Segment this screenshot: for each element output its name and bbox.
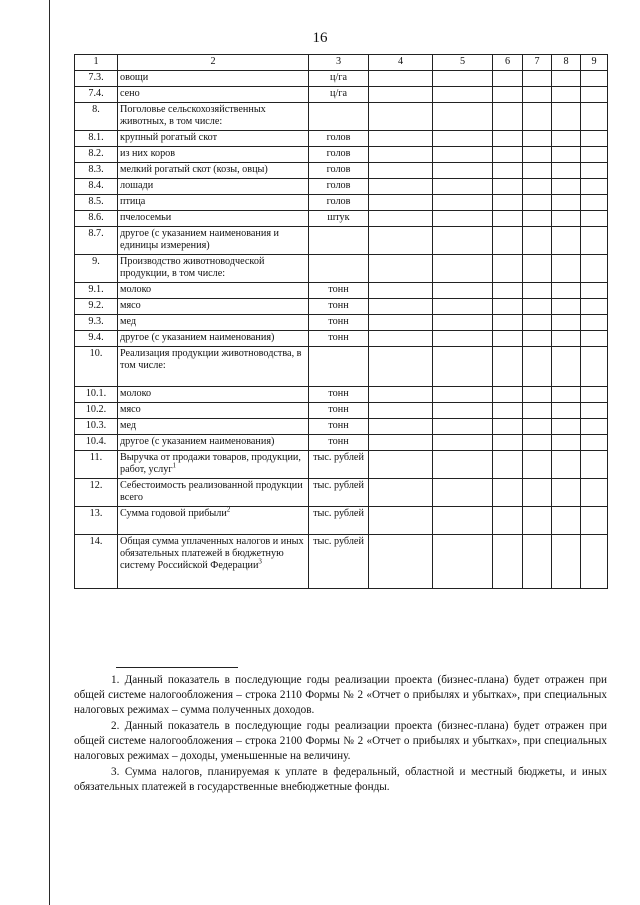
value-cell-col-5: [433, 403, 493, 419]
value-cell-col-8: [552, 163, 581, 179]
value-cell-col-9: [581, 419, 608, 435]
value-cell-col-4: [369, 179, 433, 195]
value-cell-col-5: [433, 451, 493, 479]
indicator-name-cell: [118, 507, 309, 535]
unit-cell: голов: [309, 163, 369, 179]
value-cell-col-8: [552, 331, 581, 347]
value-cell-col-5: [433, 435, 493, 451]
table-row: [75, 179, 608, 195]
table-row: [75, 87, 608, 103]
value-cell-col-9: [581, 299, 608, 315]
value-cell-col-6: [493, 195, 523, 211]
indicator-name-cell: [118, 403, 309, 419]
value-cell-col-8: [552, 299, 581, 315]
value-cell-col-5: [433, 299, 493, 315]
value-cell-col-6: [493, 255, 523, 283]
value-cell-col-9: [581, 507, 608, 535]
row-number-cell: 12.: [75, 479, 118, 507]
value-cell-col-4: [369, 451, 433, 479]
value-cell-col-8: [552, 535, 581, 589]
value-cell-col-9: [581, 535, 608, 589]
indicators-table: [74, 54, 608, 589]
value-cell-col-4: [369, 227, 433, 255]
value-cell-col-8: [552, 179, 581, 195]
indicator-name: Сумма годовой прибыли: [120, 508, 227, 519]
row-number-cell: 7.3.: [75, 71, 118, 87]
value-cell-col-6: [493, 315, 523, 331]
value-cell-col-5: [433, 315, 493, 331]
unit-cell: штук: [309, 211, 369, 227]
value-cell-col-8: [552, 211, 581, 227]
indicator-name: птица: [120, 196, 146, 207]
value-cell-col-9: [581, 179, 608, 195]
row-number-cell: 9.2.: [75, 299, 118, 315]
value-cell-col-5: [433, 387, 493, 403]
row-number-cell: 13.: [75, 507, 118, 535]
value-cell-col-8: [552, 195, 581, 211]
value-cell-col-5: [433, 283, 493, 299]
row-number-cell: 10.1.: [75, 387, 118, 403]
header-cell: 5: [433, 55, 493, 71]
value-cell-col-7: [523, 403, 552, 419]
value-cell-col-7: [523, 419, 552, 435]
unit-cell: голов: [309, 195, 369, 211]
value-cell-col-9: [581, 255, 608, 283]
value-cell-col-6: [493, 227, 523, 255]
value-cell-col-4: [369, 71, 433, 87]
value-cell-col-7: [523, 507, 552, 535]
value-cell-col-6: [493, 451, 523, 479]
value-cell-col-5: [433, 211, 493, 227]
value-cell-col-5: [433, 179, 493, 195]
value-cell-col-4: [369, 507, 433, 535]
value-cell-col-4: [369, 419, 433, 435]
indicator-name: Себестоимость реализованной продукции всего: [120, 480, 303, 503]
unit-cell: ц/га: [309, 71, 369, 87]
value-cell-col-8: [552, 103, 581, 131]
value-cell-col-9: [581, 227, 608, 255]
value-cell-col-9: [581, 211, 608, 227]
indicator-name: Поголовье сельскохозяйственных животных, в том числе:: [120, 104, 266, 127]
indicator-name-cell: [118, 451, 309, 479]
value-cell-col-4: [369, 331, 433, 347]
value-cell-col-9: [581, 331, 608, 347]
table-row: [75, 387, 608, 403]
value-cell-col-9: [581, 479, 608, 507]
table-row: [75, 435, 608, 451]
unit-cell: голов: [309, 131, 369, 147]
value-cell-col-9: [581, 103, 608, 131]
value-cell-col-7: [523, 451, 552, 479]
unit-cell: тонн: [309, 315, 369, 331]
value-cell-col-8: [552, 227, 581, 255]
value-cell-col-5: [433, 419, 493, 435]
value-cell-col-6: [493, 435, 523, 451]
unit-cell: тонн: [309, 419, 369, 435]
table-row: [75, 147, 608, 163]
indicator-name: Общая сумма уплаченных налогов и иных обязательных платежей в бюджетную систему Российской Федерации: [120, 536, 304, 571]
value-cell-col-5: [433, 255, 493, 283]
indicator-name-cell: [118, 299, 309, 315]
table-row: [75, 331, 608, 347]
value-cell-col-4: [369, 435, 433, 451]
table-row: [75, 103, 608, 131]
table-row: [75, 479, 608, 507]
unit-cell: тонн: [309, 435, 369, 451]
value-cell-col-4: [369, 255, 433, 283]
row-number-cell: 7.4.: [75, 87, 118, 103]
indicator-name-cell: [118, 387, 309, 403]
value-cell-col-5: [433, 163, 493, 179]
unit-cell: голов: [309, 179, 369, 195]
table-row: [75, 507, 608, 535]
table-row: [75, 255, 608, 283]
indicator-name-cell: [118, 227, 309, 255]
value-cell-col-7: [523, 535, 552, 589]
indicator-name-cell: [118, 211, 309, 227]
indicator-name: Реализация продукции животноводства, в том числе:: [120, 348, 302, 371]
indicator-name-cell: [118, 71, 309, 87]
value-cell-col-4: [369, 403, 433, 419]
header-cell: 7: [523, 55, 552, 71]
row-number-cell: 14.: [75, 535, 118, 589]
value-cell-col-7: [523, 147, 552, 163]
value-cell-col-6: [493, 163, 523, 179]
footnote-separator: [116, 667, 238, 668]
page-number: 16: [312, 30, 328, 46]
row-number-cell: 11.: [75, 451, 118, 479]
unit-cell: тонн: [309, 387, 369, 403]
value-cell-col-7: [523, 435, 552, 451]
value-cell-col-5: [433, 227, 493, 255]
indicator-name: лошади: [120, 180, 154, 191]
indicator-name: другое (с указанием наименования): [120, 332, 275, 343]
table-body: [75, 71, 608, 589]
value-cell-col-9: [581, 87, 608, 103]
value-cell-col-7: [523, 255, 552, 283]
value-cell-col-4: [369, 147, 433, 163]
value-cell-col-4: [369, 195, 433, 211]
table-row: [75, 403, 608, 419]
value-cell-col-8: [552, 435, 581, 451]
unit-cell: тонн: [309, 403, 369, 419]
indicator-name-cell: [118, 283, 309, 299]
value-cell-col-7: [523, 179, 552, 195]
header-cell: 3: [309, 55, 369, 71]
value-cell-col-4: [369, 211, 433, 227]
value-cell-col-9: [581, 163, 608, 179]
footnote-3: 3. Сумма налогов, планируемая к уплате в федеральный, областной и местный бюджеты, и иных обязательных платежей в государственные внебюджетные фонды.: [74, 766, 607, 793]
indicator-name-cell: [118, 479, 309, 507]
value-cell-col-4: [369, 387, 433, 403]
value-cell-col-5: [433, 535, 493, 589]
indicator-name-cell: [118, 87, 309, 103]
value-cell-col-6: [493, 347, 523, 387]
value-cell-col-5: [433, 347, 493, 387]
value-cell-col-9: [581, 131, 608, 147]
unit-cell: тыс. рублей: [309, 507, 369, 535]
row-number-cell: 8.1.: [75, 131, 118, 147]
value-cell-col-8: [552, 419, 581, 435]
table-row: [75, 283, 608, 299]
value-cell-col-7: [523, 163, 552, 179]
row-number-cell: 8.: [75, 103, 118, 131]
table-row: [75, 535, 608, 589]
value-cell-col-6: [493, 535, 523, 589]
indicator-name: другое (с указанием наименования): [120, 436, 275, 447]
value-cell-col-5: [433, 479, 493, 507]
value-cell-col-7: [523, 479, 552, 507]
indicator-name: пчелосемьи: [120, 212, 172, 223]
header-cell: 4: [369, 55, 433, 71]
table-row: [75, 227, 608, 255]
row-number-cell: 8.2.: [75, 147, 118, 163]
footnotes: [74, 673, 607, 796]
indicator-name: мясо: [120, 300, 141, 311]
indicator-name: мелкий рогатый скот (козы, овцы): [120, 164, 268, 175]
header-cell: 2: [118, 55, 309, 71]
value-cell-col-4: [369, 315, 433, 331]
value-cell-col-5: [433, 331, 493, 347]
table-header-row: [75, 55, 608, 71]
indicator-name: мед: [120, 316, 137, 327]
unit-cell: [309, 255, 369, 283]
value-cell-col-9: [581, 347, 608, 387]
value-cell-col-8: [552, 451, 581, 479]
row-number-cell: 9.3.: [75, 315, 118, 331]
footnote-reference: 1: [172, 461, 177, 470]
table-row: [75, 71, 608, 87]
value-cell-col-6: [493, 331, 523, 347]
value-cell-col-5: [433, 147, 493, 163]
value-cell-col-9: [581, 403, 608, 419]
unit-cell: тыс. рублей: [309, 451, 369, 479]
unit-cell: [309, 227, 369, 255]
value-cell-col-7: [523, 283, 552, 299]
value-cell-col-6: [493, 87, 523, 103]
value-cell-col-6: [493, 403, 523, 419]
indicator-name: молоко: [120, 388, 152, 399]
value-cell-col-6: [493, 103, 523, 131]
unit-cell: тонн: [309, 299, 369, 315]
value-cell-col-6: [493, 179, 523, 195]
indicator-name-cell: [118, 435, 309, 451]
value-cell-col-7: [523, 87, 552, 103]
value-cell-col-5: [433, 87, 493, 103]
row-number-cell: 8.5.: [75, 195, 118, 211]
value-cell-col-8: [552, 131, 581, 147]
value-cell-col-7: [523, 195, 552, 211]
unit-cell: голов: [309, 147, 369, 163]
value-cell-col-5: [433, 131, 493, 147]
value-cell-col-4: [369, 131, 433, 147]
value-cell-col-7: [523, 387, 552, 403]
value-cell-col-8: [552, 87, 581, 103]
footnote-reference: 2: [226, 506, 231, 514]
indicator-name-cell: [118, 419, 309, 435]
indicator-name-cell: [118, 131, 309, 147]
value-cell-col-8: [552, 71, 581, 87]
value-cell-col-7: [523, 299, 552, 315]
indicator-name-cell: [118, 315, 309, 331]
indicator-name-cell: [118, 103, 309, 131]
value-cell-col-8: [552, 479, 581, 507]
value-cell-col-6: [493, 479, 523, 507]
value-cell-col-4: [369, 103, 433, 131]
table-row: [75, 211, 608, 227]
value-cell-col-4: [369, 479, 433, 507]
indicator-name-cell: [118, 163, 309, 179]
indicator-name-cell: [118, 179, 309, 195]
header-cell: 8: [552, 55, 581, 71]
row-number-cell: 8.6.: [75, 211, 118, 227]
table-row: [75, 419, 608, 435]
indicator-name-cell: [118, 147, 309, 163]
table-row: [75, 451, 608, 479]
header-cell: 6: [493, 55, 523, 71]
value-cell-col-6: [493, 419, 523, 435]
row-number-cell: 10.3.: [75, 419, 118, 435]
row-number-cell: 8.4.: [75, 179, 118, 195]
footnote-1: 1. Данный показатель в последующие годы реализации проекта (бизнес-плана) будет отражен при общей системе налогообложения – строка 2110 Формы № 2 «Отчет о прибылях и убытках», при специальных налоговых режимах – сумма полученных доходов.: [74, 674, 607, 716]
indicator-name-cell: [118, 331, 309, 347]
value-cell-col-6: [493, 507, 523, 535]
value-cell-col-4: [369, 87, 433, 103]
value-cell-col-4: [369, 163, 433, 179]
value-cell-col-9: [581, 387, 608, 403]
value-cell-col-5: [433, 507, 493, 535]
indicator-name: другое (с указанием наименования и единицы измерения): [120, 228, 280, 251]
indicator-name: Выручка от продажи товаров, продукции, работ, услуг: [120, 452, 301, 475]
row-number-cell: 10.: [75, 347, 118, 387]
unit-cell: ц/га: [309, 87, 369, 103]
row-number-cell: 10.2.: [75, 403, 118, 419]
header-cell: 1: [75, 55, 118, 71]
indicator-name-cell: [118, 255, 309, 283]
value-cell-col-8: [552, 403, 581, 419]
value-cell-col-8: [552, 315, 581, 331]
indicator-name: мясо: [120, 404, 141, 415]
value-cell-col-8: [552, 255, 581, 283]
value-cell-col-6: [493, 299, 523, 315]
row-number-cell: 9.1.: [75, 283, 118, 299]
row-number-cell: 8.3.: [75, 163, 118, 179]
indicator-name: мед: [120, 420, 137, 431]
value-cell-col-8: [552, 147, 581, 163]
footnote-reference: 3: [258, 557, 262, 566]
value-cell-col-9: [581, 435, 608, 451]
indicator-name: из них коров: [120, 148, 176, 159]
value-cell-col-9: [581, 451, 608, 479]
value-cell-col-9: [581, 315, 608, 331]
value-cell-col-9: [581, 71, 608, 87]
footnote-2: 2. Данный показатель в последующие годы реализации проекта (бизнес-плана) будет отражен при общей системе налогообложения – строка 2100 Формы № 2 «Отчет о прибылях и убытках», при специальных налоговых режимах – доходы, уменьшенные на величину.: [74, 720, 607, 762]
indicator-name-cell: [118, 195, 309, 211]
value-cell-col-6: [493, 211, 523, 227]
unit-cell: [309, 347, 369, 387]
value-cell-col-7: [523, 131, 552, 147]
value-cell-col-7: [523, 315, 552, 331]
unit-cell: тыс. рублей: [309, 535, 369, 589]
indicator-name-cell: [118, 535, 309, 589]
indicator-name: Производство животноводческой продукции, в том числе:: [120, 256, 265, 279]
row-number-cell: 9.: [75, 255, 118, 283]
value-cell-col-7: [523, 71, 552, 87]
table-row: [75, 195, 608, 211]
value-cell-col-7: [523, 347, 552, 387]
value-cell-col-7: [523, 211, 552, 227]
binding-margin-line: [49, 0, 50, 905]
value-cell-col-5: [433, 195, 493, 211]
value-cell-col-4: [369, 535, 433, 589]
value-cell-col-5: [433, 71, 493, 87]
unit-cell: тонн: [309, 283, 369, 299]
value-cell-col-6: [493, 71, 523, 87]
unit-cell: тыс. рублей: [309, 479, 369, 507]
table-row: [75, 347, 608, 387]
value-cell-col-6: [493, 283, 523, 299]
value-cell-col-7: [523, 103, 552, 131]
table-row: [75, 131, 608, 147]
table-row: [75, 299, 608, 315]
value-cell-col-6: [493, 131, 523, 147]
indicator-name: молоко: [120, 284, 152, 295]
value-cell-col-8: [552, 283, 581, 299]
indicator-name: крупный рогатый скот: [120, 132, 218, 143]
value-cell-col-7: [523, 331, 552, 347]
value-cell-col-9: [581, 283, 608, 299]
indicator-name-cell: [118, 347, 309, 387]
unit-cell: [309, 103, 369, 131]
header-cell: 9: [581, 55, 608, 71]
row-number-cell: 9.4.: [75, 331, 118, 347]
unit-cell: тонн: [309, 331, 369, 347]
value-cell-col-5: [433, 103, 493, 131]
value-cell-col-8: [552, 347, 581, 387]
indicator-name: овощи: [120, 72, 149, 83]
value-cell-col-9: [581, 147, 608, 163]
value-cell-col-4: [369, 347, 433, 387]
row-number-cell: 8.7.: [75, 227, 118, 255]
value-cell-col-8: [552, 507, 581, 535]
value-cell-col-4: [369, 283, 433, 299]
table-row: [75, 163, 608, 179]
value-cell-col-4: [369, 299, 433, 315]
value-cell-col-6: [493, 387, 523, 403]
value-cell-col-7: [523, 227, 552, 255]
row-number-cell: 10.4.: [75, 435, 118, 451]
value-cell-col-6: [493, 147, 523, 163]
indicator-name: сено: [120, 88, 140, 99]
table-row: [75, 315, 608, 331]
value-cell-col-9: [581, 195, 608, 211]
value-cell-col-8: [552, 387, 581, 403]
